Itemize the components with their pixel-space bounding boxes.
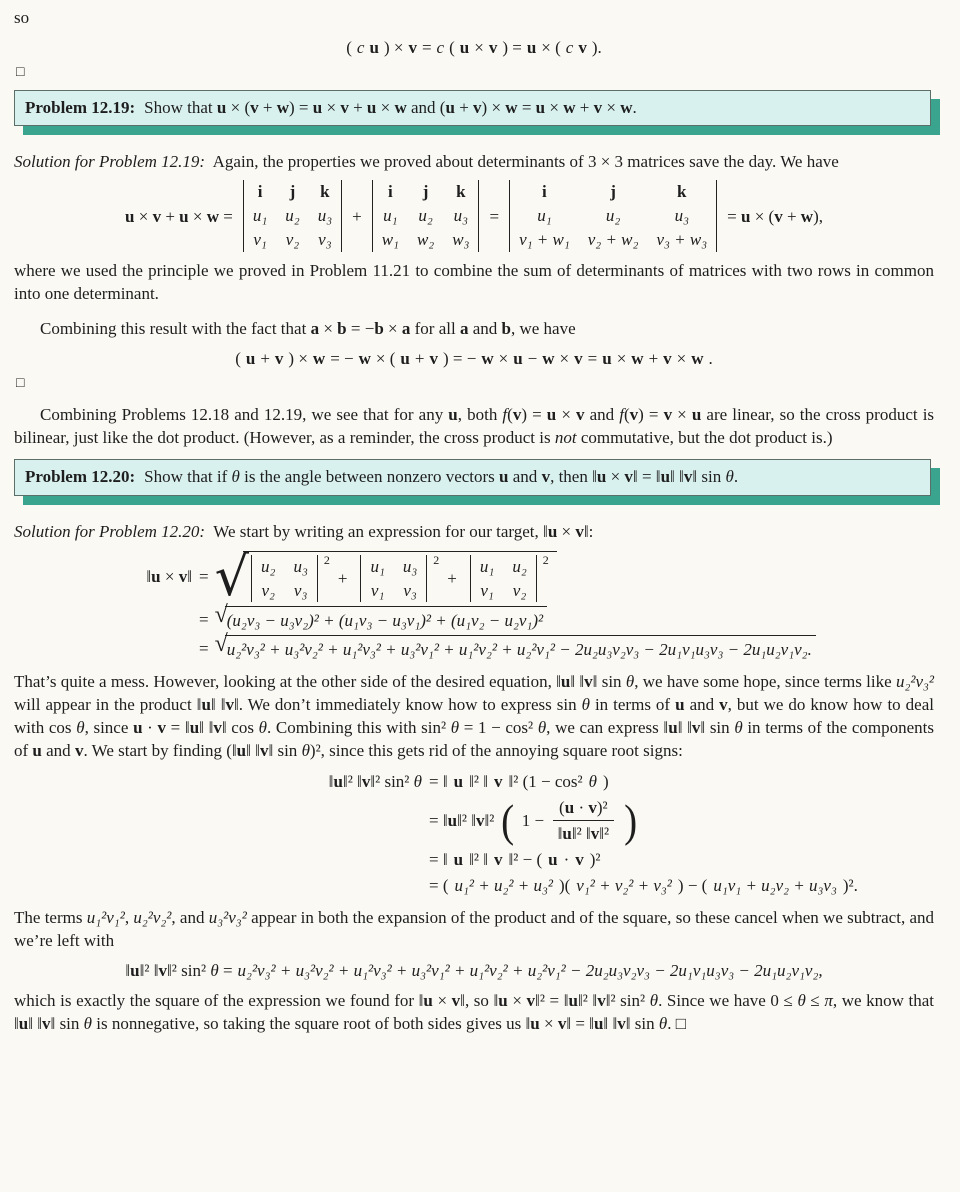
matrix-cell: i	[257, 182, 263, 202]
matrix-cell: v₂	[261, 580, 275, 600]
fraction-numerator: (u · v)²	[553, 796, 614, 821]
solution-12-19-lead: Solution for Problem 12.19:	[14, 152, 206, 172]
norm-derivation-row-1	[76, 544, 934, 608]
solution-12-19-intro-paragraph	[14, 150, 934, 173]
square-root-expression	[214, 602, 547, 632]
radical-sign: √	[214, 602, 228, 629]
matrix-cell: u₃	[402, 556, 418, 576]
matrix-cell: k	[677, 182, 687, 202]
problem-12-20-box	[14, 459, 931, 495]
matrix-cell: u₁	[479, 556, 495, 576]
one-minus: 1 −	[521, 811, 545, 831]
matrix-cell: u₃	[293, 556, 308, 576]
solution-12-20-intro-paragraph	[14, 520, 934, 543]
determinant-u-v	[243, 180, 342, 251]
equals-sign: =	[489, 206, 500, 226]
norm-lhs: ‖u × v‖	[146, 567, 192, 587]
dot-product-fraction	[553, 796, 614, 845]
matrix-cell: v₂ + w₂	[587, 230, 639, 250]
matrix-cell: i	[387, 182, 393, 202]
squared-exponent: 2	[542, 552, 549, 567]
final-equation-rhs: u₂²v₃² + u₃²v₂² + u₁²v₃² + u₃²v₁² + u₁²v₂² + u₂²v₁² − 2u₂u₃v₂v₃ − 2u₁v₁u₃v₃ − 2u₁u₂v₁v₂,	[237, 960, 823, 980]
matrix-cell: j	[422, 182, 429, 202]
determinant-u-v-plus-w	[509, 180, 717, 251]
problem-12-20-statement: Show that if θ is the angle between nonzero vectors u and v, then ‖u × v‖ = ‖u‖ ‖v‖ sin θ.	[144, 467, 739, 487]
det-equation-lhs: u × v + u × w =	[125, 206, 233, 226]
scalar-multiple-cross-product-equation: ( c u ) × v = c ( u × v ) = u × ( c v ).	[346, 38, 602, 58]
matrix-cell: j	[610, 182, 616, 202]
difference-squares-radicand: (u₂v₃ − u₃v₂)² + (u₁v₃ − u₃v₁)² + (u₁v₂ − u₂v₁)²	[225, 606, 547, 632]
square-root-expression	[214, 631, 816, 661]
matrix-cell: u₂	[512, 556, 527, 576]
plus-sign: +	[447, 568, 457, 588]
matrix-cell: u₃	[453, 206, 469, 226]
matrix-cell: v₁	[253, 230, 267, 250]
solution-12-19-para2: where we used the principle we proved in Problem 11.21 to combine the sum of determinants of matrices with two rows in common into one determinant.	[14, 260, 934, 303]
sin-lhs: ‖u‖² ‖v‖² sin² θ	[328, 771, 422, 791]
matrix-cell: u₃	[317, 206, 333, 226]
minor-determinant-23	[246, 552, 330, 603]
cross-product-norm-derivation	[76, 544, 934, 662]
plus-sign: +	[352, 206, 362, 226]
qed-box: □	[16, 376, 25, 392]
bilinearity-remark-paragraph: Combining Problems 12.18 and 12.19, we see that for any u, both f(v) = u × v and f(v) = v × u are linear, so the cross product is bilinear, just like the dot product. (However, as a reminder, the cross product is not commutative, but the dot product is.)	[14, 405, 935, 448]
matrix-cell: v₂	[512, 580, 527, 600]
sin-derivation-row-4	[216, 874, 934, 897]
matrix-cell: u₂	[261, 556, 276, 576]
matrix-cell: w₂	[416, 230, 435, 250]
matrix-cell: u₁	[252, 206, 268, 226]
problem-12-19-box	[14, 90, 931, 126]
solution-12-19-para3: Combining this result with the fact that a × b = −b × a for all a and b, we have	[40, 319, 576, 339]
matrix-cell: w₁	[381, 230, 399, 250]
matrix-cell: j	[289, 182, 296, 202]
matrix-cell: u₃	[674, 206, 689, 226]
determinant-u-w	[372, 180, 480, 251]
fraction-denominator: ‖u‖² ‖v‖²	[557, 824, 610, 844]
matrix-cell: u₂	[418, 206, 433, 226]
solution-12-20-para4: which is exactly the square of the expression we found for ‖u × v‖, so ‖u × v‖² = ‖u‖² ‖v‖² sin² θ. Since we have 0 ≤ θ ≤ π, we know that ‖u‖ ‖v‖ sin θ is nonnegative, so taking the square root of both sides gives us ‖u × v‖ = ‖u‖ ‖v‖ sin θ. □	[14, 990, 934, 1033]
solution-12-19-para1: Again, the properties we proved about determinants of 3 × 3 matrices save the day. We have	[212, 152, 839, 172]
sin-row2-prefix: = ‖u‖² ‖v‖²	[429, 811, 495, 831]
sin-row4-rhs: = ( u₁² + u₂² + u₃² )( v₁² + v₂² + v₃² ) − ( u₁v₁ + u₂v₂ + u₃v₃ )².	[429, 876, 858, 896]
matrix-cell: v₁	[480, 580, 494, 600]
matrix-cell: u₁	[383, 206, 398, 226]
intro-connector-text: so	[14, 8, 30, 27]
det-equation-rhs: = u × (v + w),	[727, 206, 823, 226]
squared-exponent: 2	[323, 552, 330, 567]
square-root-expression	[214, 544, 557, 608]
matrix-cell: v₃	[293, 580, 308, 600]
matrix-cell: u₂	[605, 206, 621, 226]
qed-box: □	[16, 65, 25, 81]
solution-12-20-lead: Solution for Problem 12.20:	[14, 521, 206, 541]
matrix-cell: k	[456, 182, 466, 202]
problem-12-19-label: Problem 12.19:	[25, 98, 136, 118]
radical-sign: √	[214, 544, 250, 608]
matrix-cell: w₃	[452, 230, 470, 250]
solution-12-20-para2: That’s quite a mess. However, looking at the other side of the desired equation, ‖u‖ ‖v‖ sin θ, we have some hope, since terms like u₂²v₃² will appear in the product ‖u‖ ‖v‖. We don’t immediately know how to express sin θ in terms of u and v, but we do know how to deal with cos θ, since u · v = ‖u‖ ‖v‖ cos θ. Combining this with sin² θ = 1 − cos² θ, we can express ‖u‖ ‖v‖ sin θ in terms of the components of u and v. We start by finding (‖u‖ ‖v‖ sin θ)², since this gets rid of the annoying square root signs:	[14, 671, 935, 760]
matrix-cell: i	[542, 182, 547, 202]
sin-derivation-row-1	[216, 770, 934, 793]
plus-sign: +	[337, 568, 348, 588]
solution-12-20-para3: The terms u₁²v₁², u₂²v₂², and u₃²v₃² appear in both the expansion of the product and of the square, so these cancel when we subtract, and we’re left with	[14, 907, 935, 950]
problem-12-19-statement: Show that u × (v + w) = u × v + u × w and (u + v) × w = u × w + v × w.	[144, 98, 637, 118]
equals-sign: =	[199, 609, 209, 629]
matrix-cell: v₃	[318, 230, 332, 250]
matrix-cell: v₂	[285, 230, 300, 250]
squared-exponent: 2	[433, 552, 440, 567]
sin-row1-rhs: = ‖ u ‖² ‖ v ‖² (1 − cos² θ )	[429, 771, 609, 791]
matrix-cell: v₁	[370, 580, 385, 600]
norm-derivation-row-2	[76, 602, 934, 632]
expanded-radicand: u₂²v₃² + u₃²v₂² + u₁²v₃² + u₃²v₁² + u₁²v₂² + u₂²v₁² − 2u₂u₃v₂v₃ − 2u₁v₁u₃v₃ − 2u₁u₂v₁v₂.	[225, 635, 816, 661]
sin-row3-rhs: = ‖ u ‖² ‖ v ‖² − ( u · v )²	[429, 850, 601, 870]
determinant-sum-equation	[14, 180, 934, 251]
matrix-cell: v₃ + w₃	[656, 230, 708, 250]
matrix-cell: v₃	[403, 580, 417, 600]
matrix-cell: k	[320, 182, 330, 202]
problem-12-20-label: Problem 12.20:	[25, 467, 136, 487]
norm-derivation-row-3	[76, 631, 934, 661]
sin-squared-derivation	[216, 770, 934, 898]
minor-determinant-12	[465, 552, 549, 603]
sin-derivation-row-3	[216, 848, 934, 871]
anticommutative-expansion-equation: ( u + v ) × w = − w × ( u + v ) = − w × u − w × v = u × w + v × w .	[235, 349, 713, 369]
minor-determinant-13	[355, 552, 440, 603]
equals-sign: =	[199, 638, 209, 658]
final-equation-lhs: ‖u‖² ‖v‖² sin² θ =	[125, 960, 233, 980]
matrix-cell: u₂	[285, 206, 300, 226]
matrix-cell: u₁	[537, 206, 552, 226]
matrix-cell: v₁ + w₁	[519, 230, 570, 250]
radical-sign: √	[214, 631, 228, 658]
final-squared-identity-equation	[14, 959, 934, 982]
sin-derivation-row-2: = ‖u‖² ‖v‖² ( 1 − $\frac{\text{(u · v)²}}{\text{‖u‖² ‖v‖²}}$ )	[429, 794, 637, 846]
matrix-cell: u₁	[370, 556, 385, 576]
solution-12-20-para1: We start by writing an expression for our target, ‖u × v‖:	[213, 521, 594, 541]
equals-sign: =	[199, 567, 209, 587]
